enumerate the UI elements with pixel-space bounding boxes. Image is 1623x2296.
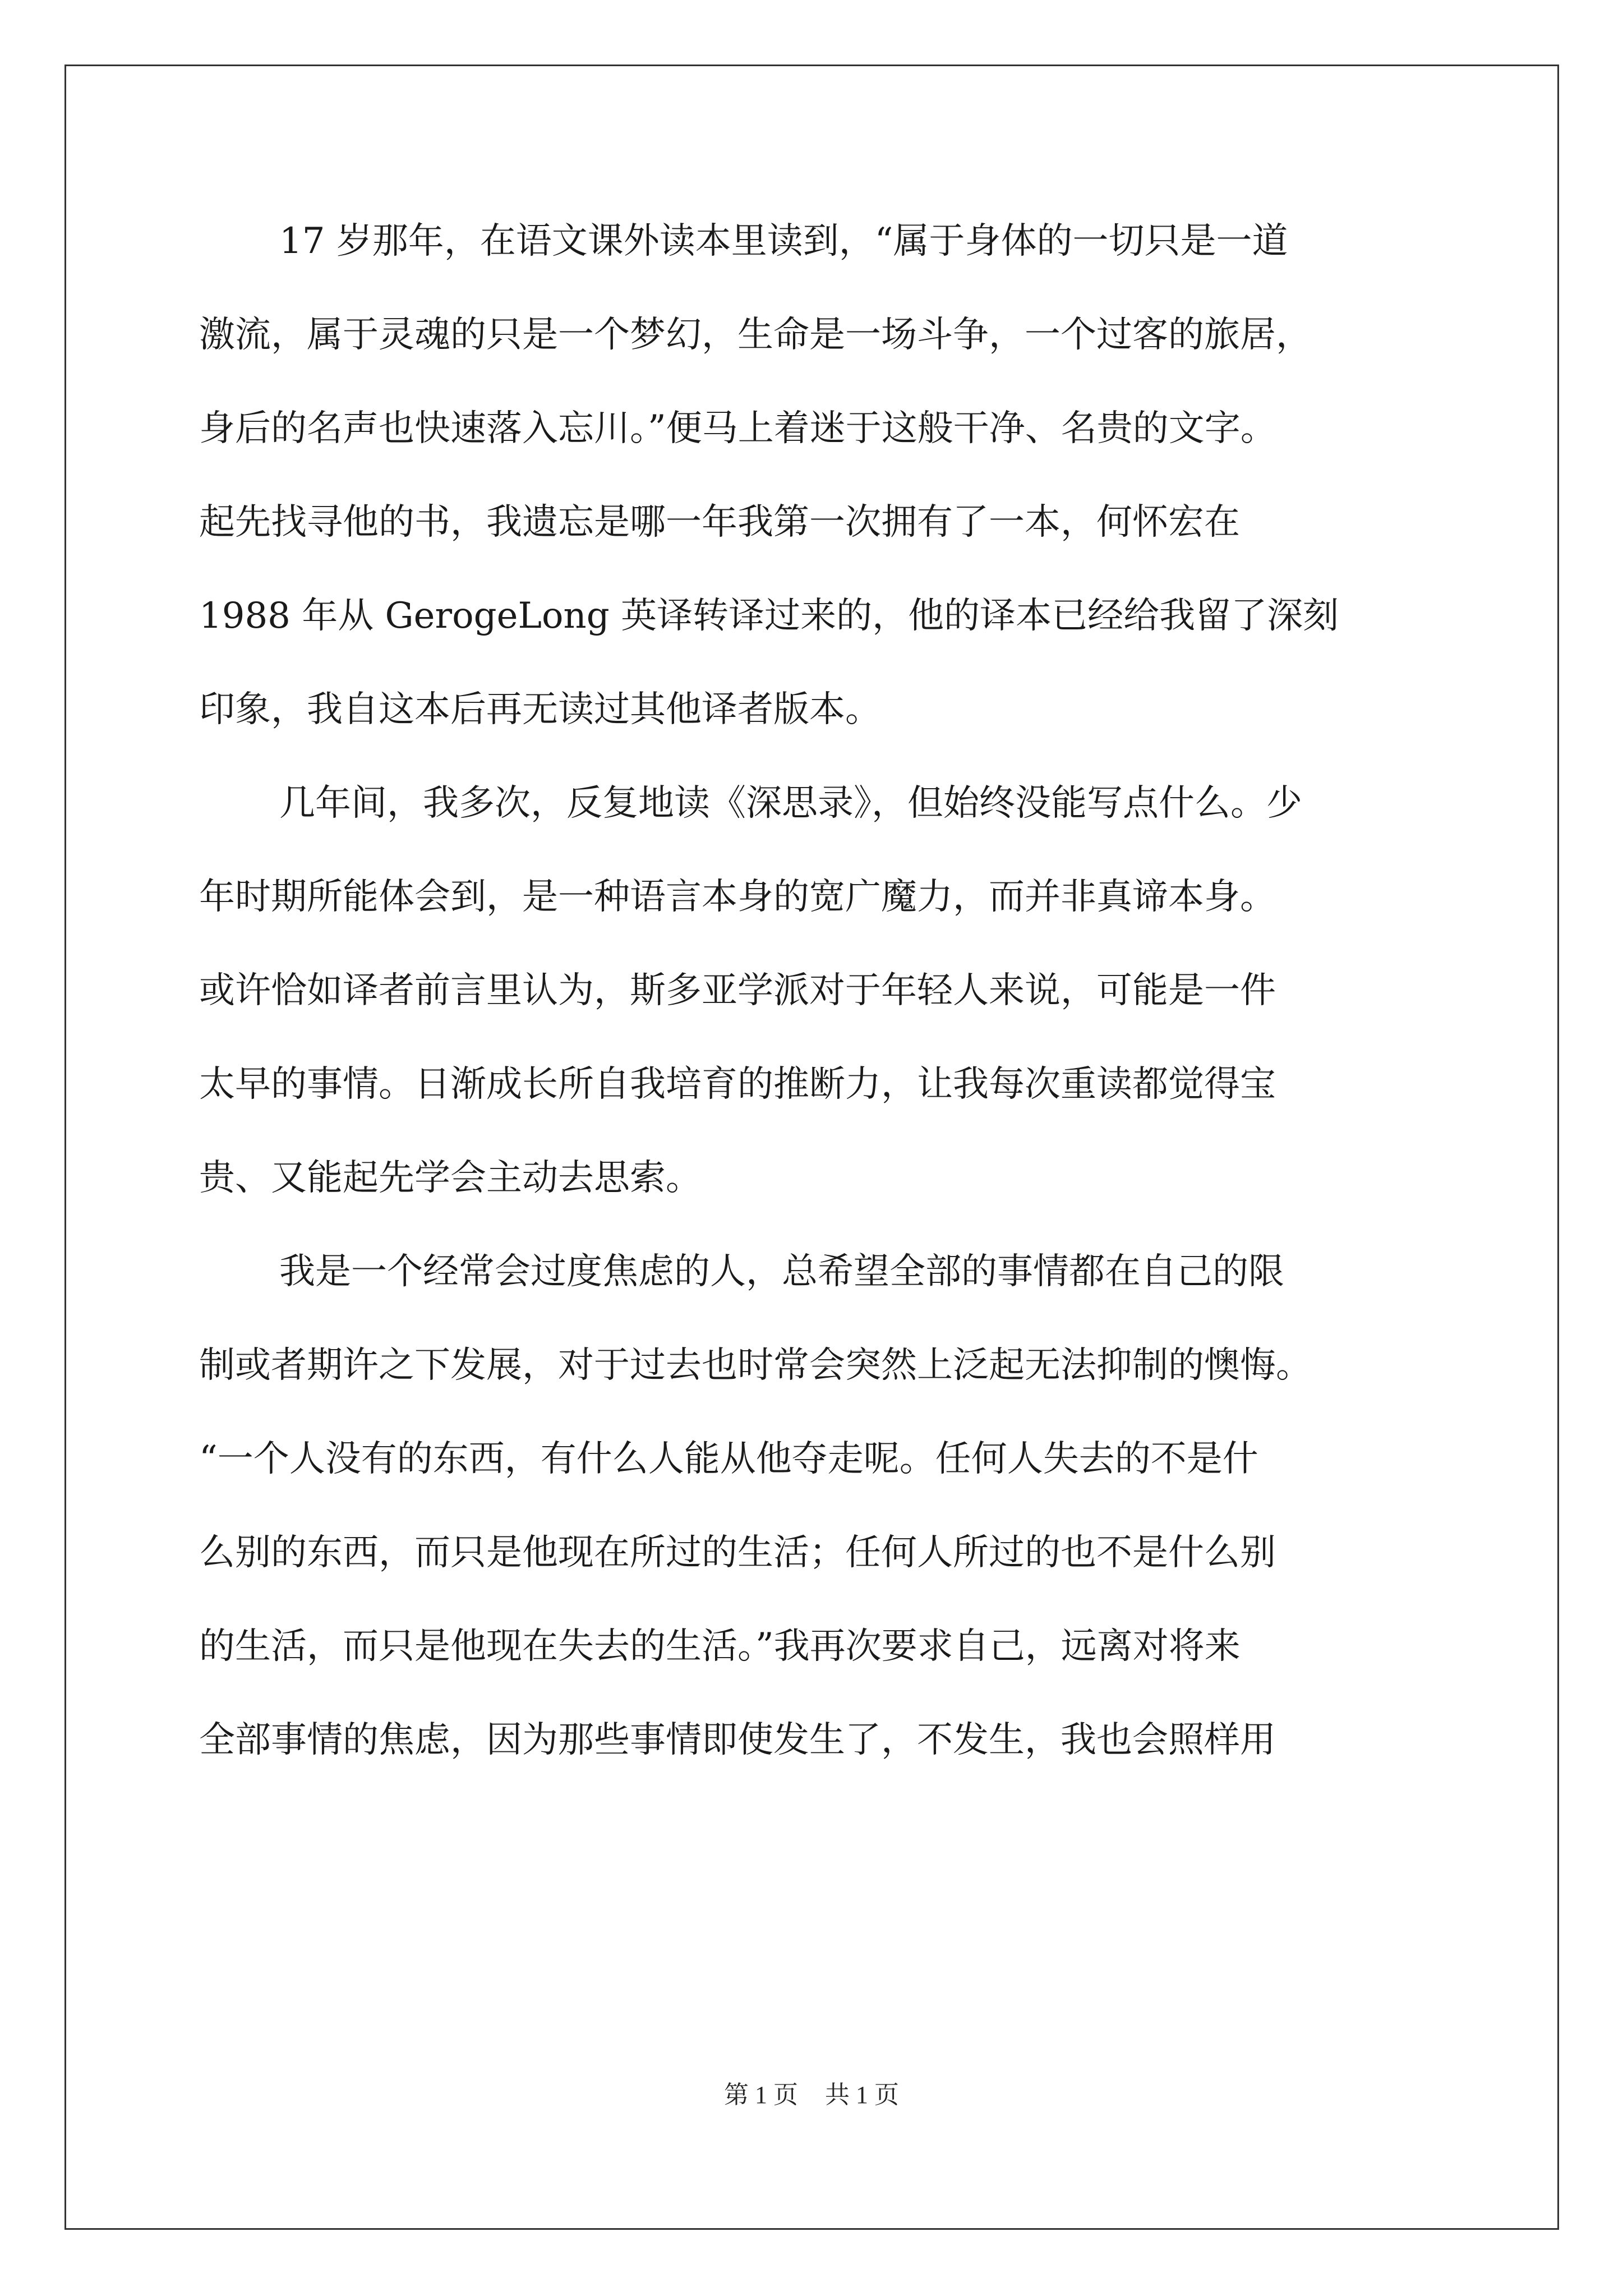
page-footer (0, 2078, 1623, 2112)
paragraph-3-line-5: 的生活，而只是他现在失去的生活。”我再次要求自己，远离对将来 (199, 1626, 1241, 1667)
page-total: 共 1 页 (825, 2081, 899, 2109)
paragraph-1-line-5: 1988 年从 GerogeLong 英译转译过来的，他的译本已经给我留了深刻 (199, 595, 1339, 637)
paragraph-2-line-5: 贵、又能起先学会主动去思索。 (199, 1157, 702, 1199)
paragraph-2-line-3: 或许恰如译者前言里认为，斯多亚学派对于年轻人来说，可能是一件 (199, 970, 1276, 1011)
paragraph-1-line-1: 17 岁那年，在语文课外读本里读到，“属于身体的一切只是一道 (279, 220, 1288, 262)
paragraph-2-line-4: 太早的事情。日渐成长所自我培育的推断力，让我每次重读都觉得宝 (199, 1064, 1276, 1105)
paragraph-1-line-4: 起先找寻他的书，我遗忘是哪一年我第一次拥有了一本，何怀宏在 (199, 501, 1240, 543)
paragraph-1-line-3: 身后的名声也快速落入忘川。”便马上着迷于这般干净、名贵的文字。 (199, 408, 1276, 449)
paragraph-2-line-2: 年时期所能体会到，是一种语言本身的宽广魔力，而并非真谛本身。 (199, 876, 1276, 918)
paragraph-3-line-4: 么别的东西，而只是他现在所过的生活；任何人所过的也不是什么别 (199, 1532, 1276, 1573)
paragraph-3-line-6: 全部事情的焦虑，因为那些事情即使发生了，不发生，我也会照样用 (199, 1719, 1276, 1761)
paragraph-1-line-6: 印象，我自这本后再无读过其他译者版本。 (199, 689, 881, 730)
paragraph-3-line-2: 制或者期许之下发展，对于过去也时常会突然上泛起无法抑制的懊悔。 (199, 1345, 1312, 1386)
page-number: 第 1 页 (724, 2081, 798, 2109)
paragraph-3-line-3: “一个人没有的东西，有什么人能从他夺走呢。任何人失去的不是什 (199, 1438, 1258, 1480)
paragraph-2-line-1: 几年间，我多次，反复地读《深思录》，但始终没能写点什么。少 (279, 783, 1302, 824)
paragraph-1-line-2: 激流，属于灵魂的只是一个梦幻，生命是一场斗争，一个过客的旅居， (199, 314, 1312, 356)
paragraph-3-line-1: 我是一个经常会过度焦虑的人，总希望全部的事情都在自己的限 (279, 1251, 1284, 1292)
